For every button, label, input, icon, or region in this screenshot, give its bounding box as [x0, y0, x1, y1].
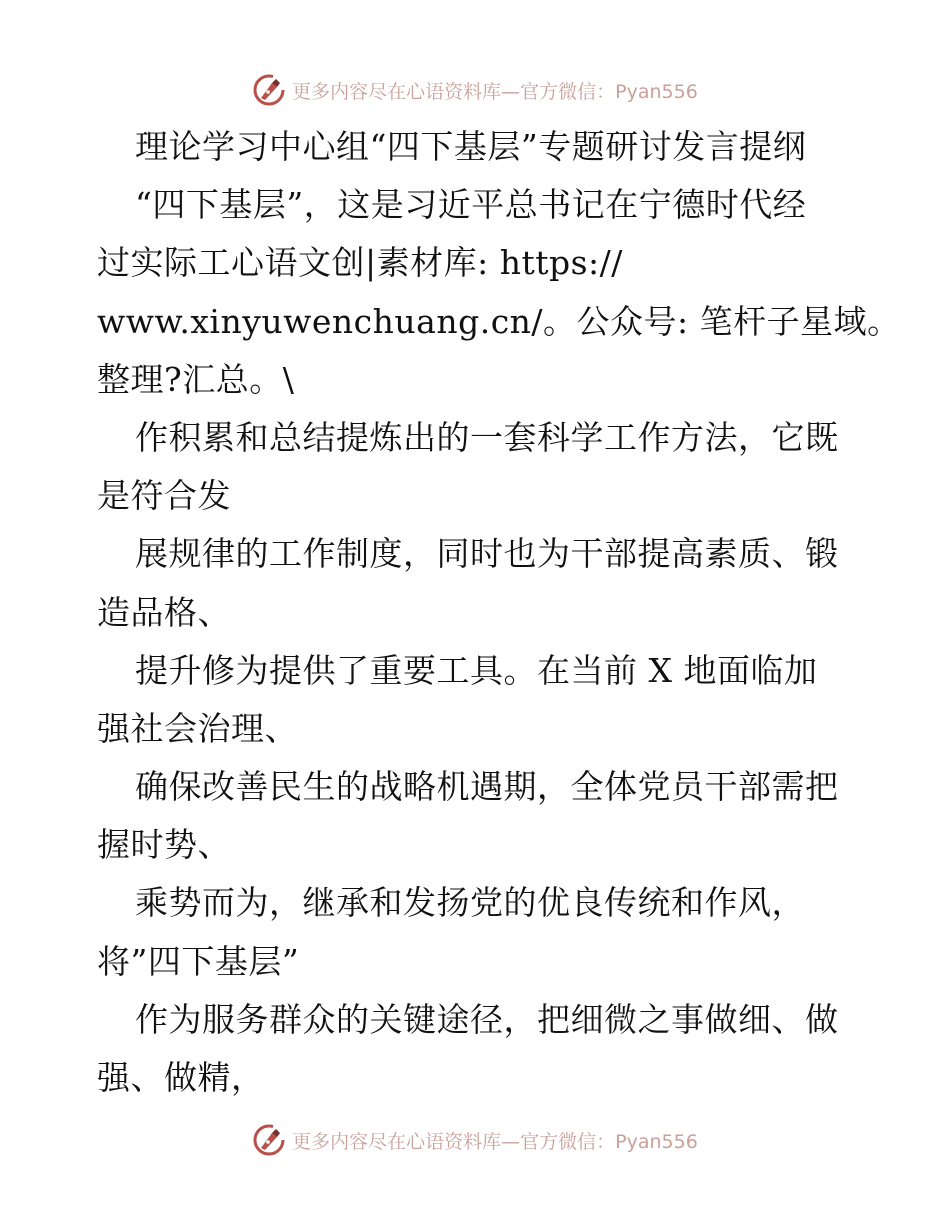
paragraph-line: 整理?汇总。\ [97, 359, 295, 399]
paragraph-line: 造品格、 [97, 592, 231, 632]
paragraph-line: “四下基层”，这是习近平总书记在宁德时代经 [135, 185, 807, 225]
footer-banner-text: 更多内容尽在心语资料库—官方微信：Pyan556 [292, 1130, 698, 1153]
paragraph-line: 强社会治理、 [97, 708, 298, 748]
pen-nib-logo-icon [252, 73, 286, 107]
paragraph-line: 乘势而为，继承和发扬党的优良传统和作风， [135, 883, 805, 923]
paragraph-line: 确保改善民生的战略机遇期，全体党员干部需把 [135, 767, 839, 807]
paragraph-line: 过实际工心语文创|素材库: https:// [97, 243, 623, 283]
paragraph-line: 展规律的工作制度，同时也为干部提高素质、锻 [135, 534, 839, 574]
paragraph-line: 作为服务群众的关键途径，把细微之事做细、做 [135, 999, 839, 1039]
footer-banner [0, 1120, 950, 1160]
paragraph-line: 强、做精， [97, 1058, 265, 1097]
pen-nib-logo-icon [252, 1123, 286, 1157]
paragraph-line: 握时势、 [97, 825, 231, 865]
paragraph-line: 作积累和总结提炼出的一套科学工作方法，它既 [135, 417, 839, 457]
paragraph-line: 提升修为提供了重要工具。在当前 X 地面临加 [135, 650, 818, 690]
header-banner [0, 70, 950, 110]
document-body [97, 118, 901, 1107]
paragraph-line: 是符合发 [97, 476, 231, 516]
header-banner-text: 更多内容尽在心语资料库—官方微信：Pyan556 [292, 80, 698, 103]
paragraph-line: 将”四下基层” [97, 941, 300, 981]
paragraph-line: www.xinyuwenchuang.cn/。公众号: 笔杆子星域。 [97, 301, 901, 341]
document-title: 理论学习中心组“四下基层”专题研讨发言提纲 [135, 127, 807, 166]
